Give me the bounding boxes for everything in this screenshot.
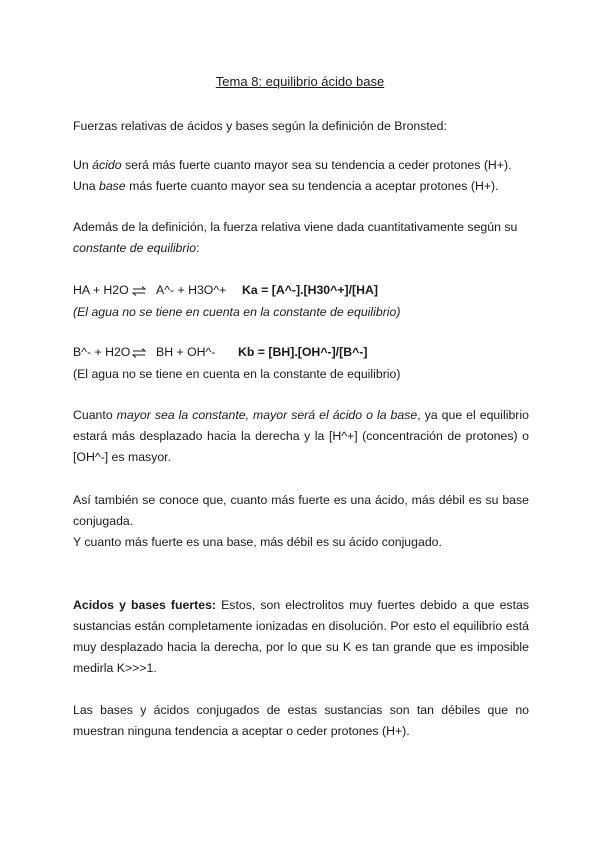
ademas-term: constante de equilibrio: [73, 241, 197, 255]
page-title: Tema 8: equilibrio ácido base: [215, 74, 385, 89]
acid-post: será más fuerte cuanto mayor sea su tendencia a ceder protones (H+).: [121, 158, 512, 172]
ademas-colon: :: [196, 241, 200, 255]
fuertes-paragraph: [73, 595, 529, 679]
acid-equation-note: (El agua no se tiene en cuenta en la constante de equilibrio): [73, 305, 401, 319]
acid-term: ácido: [92, 158, 122, 172]
fuertes-heading: Acidos y bases fuertes:: [73, 598, 217, 612]
cuanto-em: mayor sea la constante, mayor será el ácido o la base: [116, 408, 418, 422]
base-term: base: [98, 179, 126, 193]
fuertes-text: Estos, son electrolitos muy fuertes debido a que estas sustancias están completamente ionizadas en disolución. Por esto el equilibrio está muy desplazado hacia la derecha, por lo que su K es tan grande que es imposible medirla K>>>1.: [73, 598, 529, 675]
equilibrium-arrow-icon: [132, 348, 146, 358]
base-equation-note: (El agua no se tiene en cuenta en la constante de equilibrio): [73, 367, 401, 381]
kb-expression: Kb = [BH].[OH^-]/[B^-]: [238, 345, 368, 359]
acid-definition: [73, 155, 529, 176]
ka-expression: Ka = [A^-].[H30^+]/[HA]: [242, 283, 378, 297]
ademas-text: Además de la definición, la fuerza relativa viene dada cuantitativamente según su: [73, 220, 518, 234]
base-definition: [73, 176, 529, 197]
base-eq-right: BH + OH^-: [156, 345, 216, 359]
cuanto-post: , ya que el equilibrio estará más desplazado hacia la derecha y la [H^+] (concentración de protones) o [OH^-] es masyor.: [73, 408, 529, 464]
acid-eq-left: HA + H2O: [73, 283, 129, 297]
acid-equation: [73, 283, 533, 301]
conjugados-paragraph: Las bases y ácidos conjugados de estas sustancias son tan débiles que no muestran ninguna tendencia a aceptar o ceder protones (H+).: [73, 703, 529, 738]
asi-paragraph: Así también se conoce que, cuanto más fuerte es una ácido, más débil es su base conjugada.: [73, 493, 529, 528]
intro-paragraph: Fuerzas relativas de ácidos y bases según la definición de Bronsted:: [73, 119, 447, 133]
cuanto-pre: Cuanto: [73, 408, 117, 422]
base-pre: Una: [73, 179, 99, 193]
base-equation: [73, 345, 533, 363]
ademas-paragraph: [73, 217, 529, 259]
base-post: más fuerte cuanto mayor sea su tendencia a aceptar protones (H+).: [125, 179, 499, 193]
cuanto-paragraph: [73, 405, 529, 468]
acid-eq-right: A^- + H3O^+: [156, 283, 227, 297]
acid-pre: Un: [73, 158, 93, 172]
equilibrium-arrow-icon: [132, 286, 146, 296]
base-eq-left: B^- + H2O: [73, 345, 131, 359]
ycuanto-paragraph: Y cuanto más fuerte es una base, más débil es su ácido conjugado.: [73, 535, 442, 549]
